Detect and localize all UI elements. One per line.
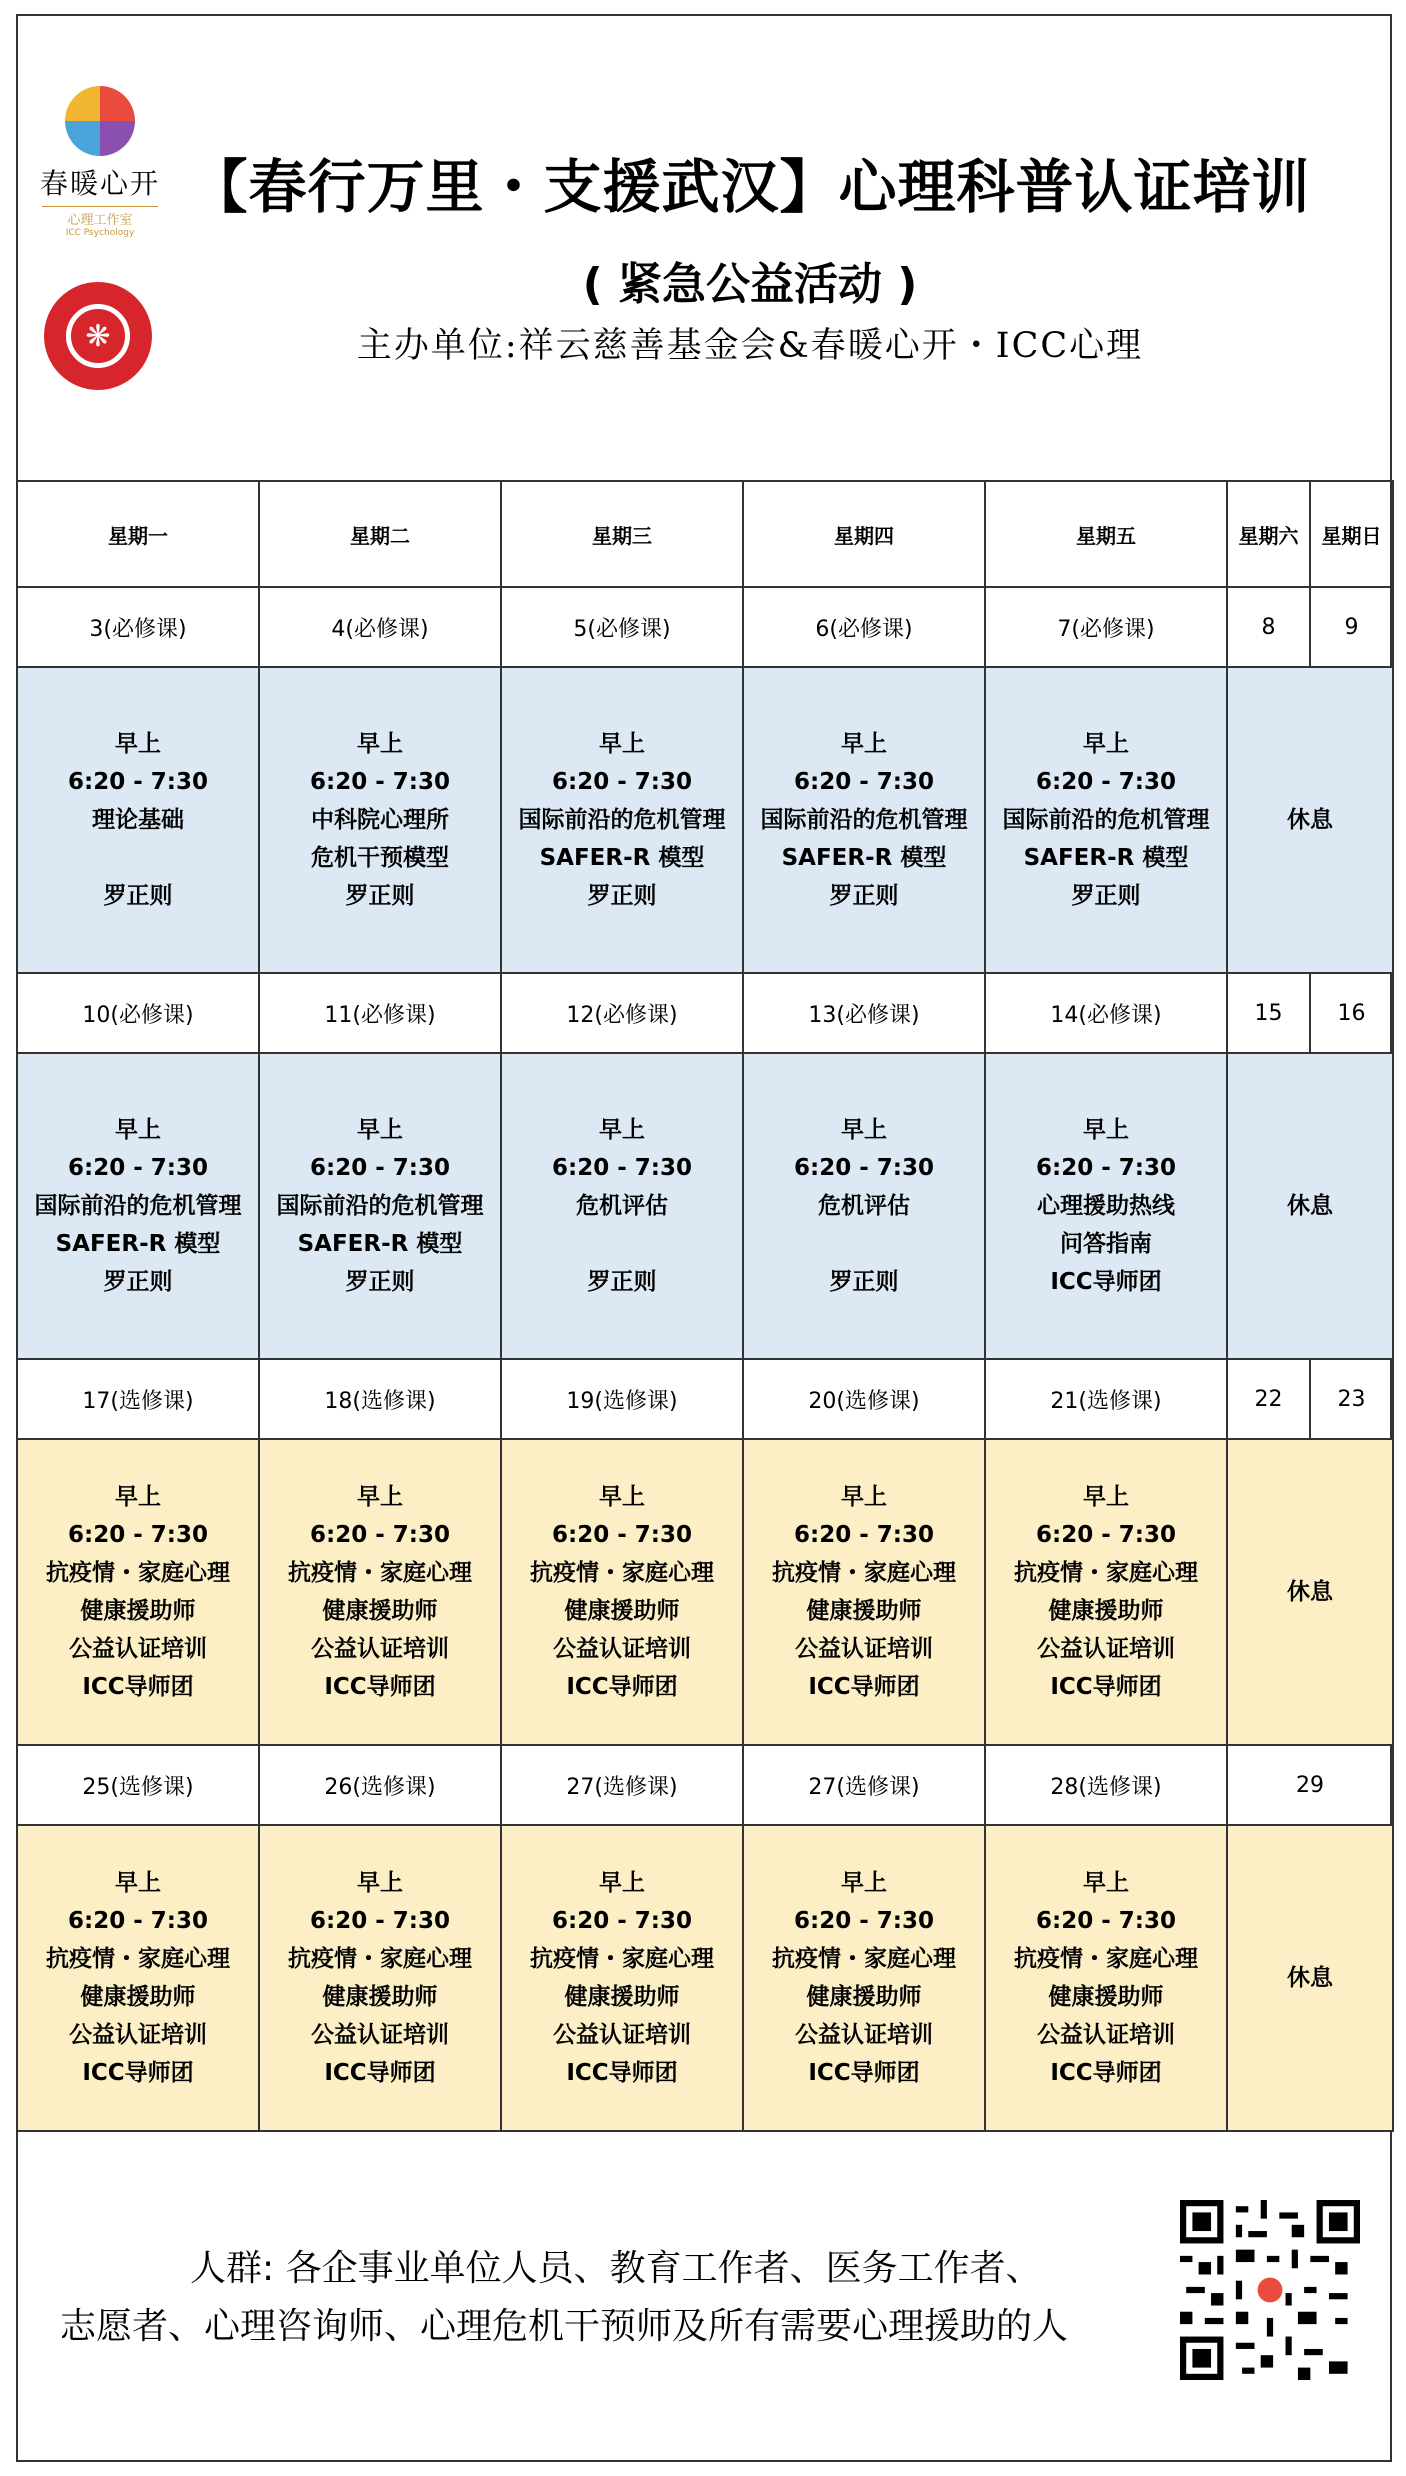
session-line: SAFER-R 模型 (297, 1231, 463, 1257)
session-line: 健康援助师 (564, 1984, 680, 2010)
session-line: 早上 (357, 731, 403, 757)
weekday-label: 星期三 (501, 481, 743, 587)
session-line: 早上 (599, 1117, 645, 1143)
session-line: 公益认证培训 (553, 2022, 691, 2048)
session-line: 公益认证培训 (553, 1636, 691, 1662)
session-line: 健康援助师 (80, 1984, 196, 2010)
session-line: ICC导师团 (566, 2060, 678, 2086)
session-cell (501, 667, 743, 973)
session-line: 罗正则 (103, 1269, 173, 1295)
session-cell (501, 1825, 743, 2131)
date-cell: 12(必修课) (501, 973, 743, 1053)
date-cell: 27(选修课) (501, 1745, 743, 1825)
organizer-line: 主办单位:祥云慈善基金会&春暖心开・ICC心理 (356, 326, 1144, 366)
date-cell: 23 (1310, 1359, 1393, 1439)
session-line: 公益认证培训 (69, 1636, 207, 1662)
session-line: 6:20 - 7:30 (552, 1155, 692, 1181)
date-cell: 6(必修课) (743, 587, 985, 667)
session-line: 抗疫情・家庭心理 (1014, 1946, 1198, 1972)
session-line: 早上 (841, 1870, 887, 1896)
rest-cell: 休息 (1227, 1053, 1393, 1359)
session-line: ICC导师团 (566, 1674, 678, 1700)
session-line: 国际前沿的危机管理 (760, 807, 968, 833)
session-line: 6:20 - 7:30 (552, 769, 692, 795)
session-line: ICC导师团 (1050, 1674, 1162, 1700)
date-cell: 5(必修课) (501, 587, 743, 667)
brand-subtitle-en: ICC Psychology (65, 228, 135, 238)
date-cell: 28(选修课) (985, 1745, 1227, 1825)
session-line: SAFER-R 模型 (781, 845, 947, 871)
session-line: 罗正则 (587, 1269, 657, 1295)
brand-logo-icon (65, 86, 135, 156)
session-line: ICC导师团 (1050, 2060, 1162, 2086)
date-cell: 25(选修课) (17, 1745, 259, 1825)
session-row (17, 1053, 1393, 1359)
rest-cell: 休息 (1227, 1439, 1393, 1745)
session-line: ICC导师团 (82, 1674, 194, 1700)
session-line: 早上 (115, 1484, 161, 1510)
session-line: 罗正则 (829, 883, 899, 909)
session-line: ICC导师团 (82, 2060, 194, 2086)
session-line: 早上 (599, 1870, 645, 1896)
session-line: 早上 (841, 1117, 887, 1143)
weekday-label: 星期六 (1227, 481, 1310, 587)
session-line: 抗疫情・家庭心理 (530, 1560, 714, 1586)
session-cell (17, 1053, 259, 1359)
date-cell: 16 (1310, 973, 1393, 1053)
session-line: 中科院心理所 (311, 807, 449, 833)
session-line: 健康援助师 (564, 1598, 680, 1624)
page-subtitle: ( 紧急公益活动 ) (582, 259, 918, 310)
session-line: 6:20 - 7:30 (310, 1155, 450, 1181)
session-line: 国际前沿的危机管理 (276, 1193, 484, 1219)
date-cell: 29 (1227, 1745, 1393, 1825)
session-line: 6:20 - 7:30 (1036, 769, 1176, 795)
session-line: SAFER-R 模型 (539, 845, 705, 871)
session-line: 罗正则 (345, 1269, 415, 1295)
brand-name: 春暖心开 (39, 167, 160, 200)
date-cell: 20(选修课) (743, 1359, 985, 1439)
session-line: ICC导师团 (1050, 1269, 1162, 1295)
session-line: 早上 (115, 1870, 161, 1896)
session-line: 国际前沿的危机管理 (34, 1193, 242, 1219)
session-line: 6:20 - 7:30 (310, 1522, 450, 1548)
weekday-label: 星期日 (1310, 481, 1393, 587)
foundation-logo (44, 282, 152, 390)
date-cell: 10(必修课) (17, 973, 259, 1053)
session-line: 问答指南 (1060, 1231, 1152, 1257)
session-line: 6:20 - 7:30 (68, 769, 208, 795)
session-line: 6:20 - 7:30 (794, 1522, 934, 1548)
session-line: ICC导师团 (808, 2060, 920, 2086)
session-cell (17, 1825, 259, 2131)
session-line: 罗正则 (103, 883, 173, 909)
session-line: 早上 (1083, 1870, 1129, 1896)
date-cell: 15 (1227, 973, 1310, 1053)
session-line: 6:20 - 7:30 (794, 1908, 934, 1934)
session-line: 6:20 - 7:30 (552, 1908, 692, 1934)
rest-cell: 休息 (1227, 1825, 1393, 2131)
date-cell: 22 (1227, 1359, 1310, 1439)
session-line: 公益认证培训 (1037, 2022, 1175, 2048)
session-cell (743, 1439, 985, 1745)
session-line: 国际前沿的危机管理 (1002, 807, 1210, 833)
session-line: ICC导师团 (808, 1674, 920, 1700)
brand-logo (20, 86, 180, 238)
session-cell (259, 1439, 501, 1745)
session-line: 危机评估 (818, 1193, 910, 1219)
session-line: 早上 (841, 1484, 887, 1510)
audience-text (60, 2240, 1160, 2356)
session-line: SAFER-R 模型 (55, 1231, 221, 1257)
session-line: 6:20 - 7:30 (310, 1908, 450, 1934)
session-line: 健康援助师 (1048, 1598, 1164, 1624)
date-cell: 8 (1227, 587, 1310, 667)
session-line: 罗正则 (1071, 883, 1141, 909)
session-line: 公益认证培训 (795, 2022, 933, 2048)
session-line: 健康援助师 (806, 1984, 922, 2010)
date-cell: 26(选修课) (259, 1745, 501, 1825)
session-line: 抗疫情・家庭心理 (46, 1946, 230, 1972)
session-cell (17, 1439, 259, 1745)
date-row (17, 973, 1393, 1053)
date-row (17, 587, 1393, 667)
session-line: 6:20 - 7:30 (1036, 1908, 1176, 1934)
session-cell (259, 667, 501, 973)
date-row (17, 1359, 1393, 1439)
session-line: 早上 (599, 731, 645, 757)
session-line (744, 1225, 984, 1263)
session-line: ICC导师团 (324, 2060, 436, 2086)
date-cell: 19(选修课) (501, 1359, 743, 1439)
weekday-label: 星期四 (743, 481, 985, 587)
weekday-label: 星期一 (17, 481, 259, 587)
date-cell: 4(必修课) (259, 587, 501, 667)
session-line: 抗疫情・家庭心理 (288, 1560, 472, 1586)
session-line: 早上 (357, 1870, 403, 1896)
session-line: 抗疫情・家庭心理 (46, 1560, 230, 1586)
session-cell (501, 1439, 743, 1745)
session-line: 6:20 - 7:30 (794, 769, 934, 795)
session-cell (985, 667, 1227, 973)
session-cell (985, 1053, 1227, 1359)
session-line: 公益认证培训 (69, 2022, 207, 2048)
page-title: 【春行万里・支援武汉】心理科普认证培训 (189, 153, 1311, 221)
session-line: 公益认证培训 (311, 1636, 449, 1662)
session-line: 健康援助师 (806, 1598, 922, 1624)
date-cell: 27(选修课) (743, 1745, 985, 1825)
session-line: 6:20 - 7:30 (68, 1908, 208, 1934)
session-line: 6:20 - 7:30 (310, 769, 450, 795)
session-line: 6:20 - 7:30 (1036, 1155, 1176, 1181)
session-line: 健康援助师 (80, 1598, 196, 1624)
session-cell (743, 1053, 985, 1359)
session-line: 抗疫情・家庭心理 (772, 1560, 956, 1586)
session-line: 罗正则 (345, 883, 415, 909)
date-cell: 3(必修课) (17, 587, 259, 667)
session-line: 健康援助师 (322, 1984, 438, 2010)
session-line: 早上 (1083, 1117, 1129, 1143)
session-line: 理论基础 (92, 807, 184, 833)
session-line (18, 839, 258, 877)
date-cell: 14(必修课) (985, 973, 1227, 1053)
session-cell (501, 1053, 743, 1359)
session-line: 公益认证培训 (311, 2022, 449, 2048)
weekday-label: 星期五 (985, 481, 1227, 587)
qr-code-icon (1180, 2200, 1360, 2380)
weekday-label: 星期二 (259, 481, 501, 587)
session-cell (17, 667, 259, 973)
session-line: 心理援助热线 (1037, 1193, 1175, 1219)
weekday-header-row (17, 481, 1393, 587)
session-line: 抗疫情・家庭心理 (1014, 1560, 1198, 1586)
brand-subtitle: 心理工作室 (42, 206, 158, 228)
session-line: 抗疫情・家庭心理 (288, 1946, 472, 1972)
session-line: 6:20 - 7:30 (1036, 1522, 1176, 1548)
audience-line-2: 志愿者、心理咨询师、心理危机干预师及所有需要心理援助的人 (60, 2306, 1069, 2347)
date-cell: 18(选修课) (259, 1359, 501, 1439)
date-cell: 17(选修课) (17, 1359, 259, 1439)
session-cell (259, 1825, 501, 2131)
session-cell (259, 1053, 501, 1359)
session-line: 罗正则 (829, 1269, 899, 1295)
session-row (17, 667, 1393, 973)
session-cell (743, 1825, 985, 2131)
session-line: 早上 (1083, 731, 1129, 757)
session-line: 早上 (357, 1484, 403, 1510)
session-line: 抗疫情・家庭心理 (530, 1946, 714, 1972)
session-line: 公益认证培训 (795, 1636, 933, 1662)
session-line: SAFER-R 模型 (1023, 845, 1189, 871)
session-row (17, 1439, 1393, 1745)
schedule-table (16, 480, 1394, 2132)
session-row (17, 1825, 1393, 2131)
session-line: 罗正则 (587, 883, 657, 909)
session-line: 早上 (115, 731, 161, 757)
session-line: 公益认证培训 (1037, 1636, 1175, 1662)
session-cell (743, 667, 985, 973)
session-line: 早上 (115, 1117, 161, 1143)
session-line: 危机干预模型 (311, 845, 449, 871)
date-cell: 7(必修课) (985, 587, 1227, 667)
header (16, 14, 1392, 480)
session-cell (985, 1825, 1227, 2131)
session-line: 健康援助师 (1048, 1984, 1164, 2010)
session-line: 健康援助师 (322, 1598, 438, 1624)
session-line: 6:20 - 7:30 (68, 1522, 208, 1548)
session-line: 6:20 - 7:30 (552, 1522, 692, 1548)
session-line: 早上 (599, 1484, 645, 1510)
session-line: 6:20 - 7:30 (794, 1155, 934, 1181)
session-line: ICC导师团 (324, 1674, 436, 1700)
session-line: 国际前沿的危机管理 (518, 807, 726, 833)
audience-line-1: 人群: 各企事业单位人员、教育工作者、医务工作者、 (190, 2248, 1042, 2289)
date-cell: 13(必修课) (743, 973, 985, 1053)
foundation-logo-icon: ❋ (66, 304, 130, 368)
date-cell: 9 (1310, 587, 1393, 667)
session-cell (985, 1439, 1227, 1745)
session-line: 早上 (1083, 1484, 1129, 1510)
rest-cell: 休息 (1227, 667, 1393, 973)
session-line (502, 1225, 742, 1263)
session-line: 6:20 - 7:30 (68, 1155, 208, 1181)
date-cell: 21(选修课) (985, 1359, 1227, 1439)
session-line: 抗疫情・家庭心理 (772, 1946, 956, 1972)
date-cell: 11(必修课) (259, 973, 501, 1053)
session-line: 早上 (841, 731, 887, 757)
session-line: 早上 (357, 1117, 403, 1143)
date-row (17, 1745, 1393, 1825)
session-line: 危机评估 (576, 1193, 668, 1219)
